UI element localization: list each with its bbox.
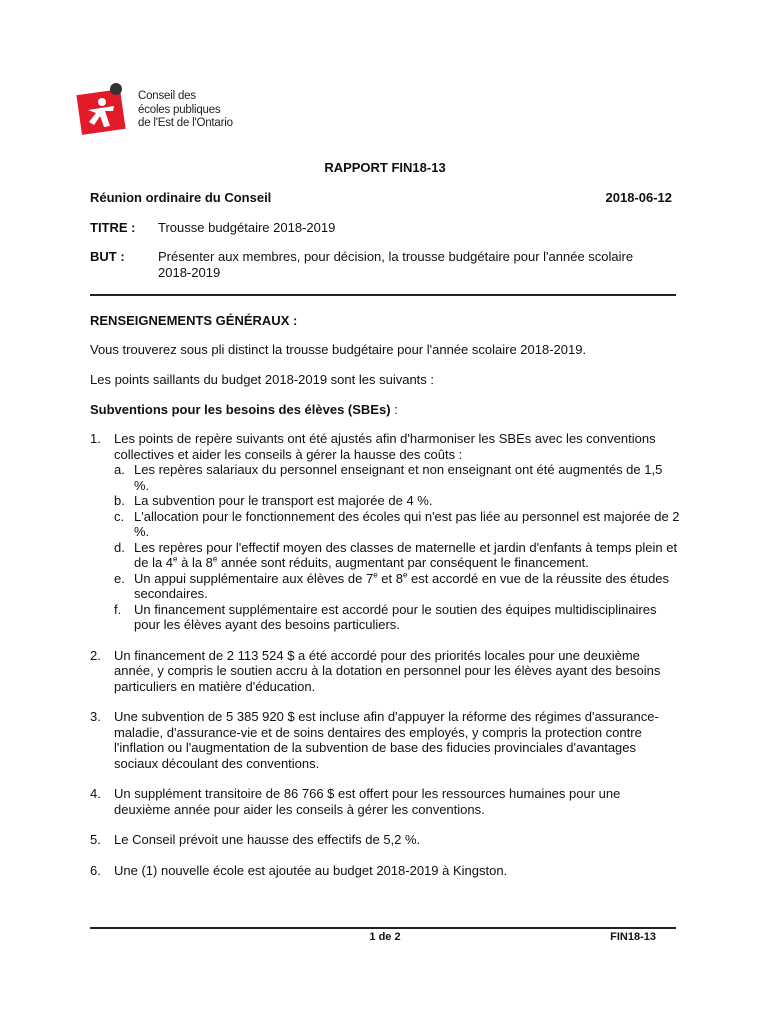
- sub-letter: a.: [114, 462, 125, 477]
- but-value-line-1: Présenter aux membres, pour décision, la trousse budgétaire pour l'année scolaire: [158, 249, 634, 264]
- report-title: RAPPORT FIN18-13: [324, 160, 446, 175]
- list-number: 5.: [90, 832, 101, 847]
- sub-item-c: [114, 509, 680, 540]
- list-number: 3.: [90, 709, 101, 724]
- sub-item-text: Un financement supplémentaire est accordé pour le soutien des équipes multidisciplinaires pour les élèves ayant des besoins particuliers.: [134, 601, 657, 632]
- sub-letter: d.: [114, 539, 125, 555]
- sub-item-d: [114, 540, 680, 571]
- intro-paragraph: Vous trouverez sous pli distinct la trousse budgétaire pour l'année scolaire 2018-2019.: [90, 342, 587, 357]
- text-part: à la 8: [177, 555, 213, 570]
- footer-divider: [90, 927, 676, 929]
- highlights-list: [90, 431, 680, 893]
- logo-text: [138, 90, 233, 131]
- list-number: 6.: [90, 862, 101, 878]
- sbe-heading: [90, 402, 398, 417]
- logo-line-1: Conseil des: [138, 90, 196, 102]
- text-part: est accordé en vue de la réussite des études secondaires.: [134, 570, 670, 601]
- list-item-5: [90, 832, 680, 848]
- list-item-text: Le Conseil prévoit une hausse des effectifs de 5,2 %.: [114, 832, 421, 847]
- page-number: 1 de 2: [369, 931, 401, 943]
- logo-mark-icon: [76, 80, 136, 136]
- list-item-6: [90, 863, 680, 879]
- text-part: Un appui supplémentaire aux élèves de 7: [134, 570, 374, 586]
- sub-item-text: [134, 540, 677, 571]
- list-item-text: Les points de repère suivants ont été ajustés afin d'harmoniser les SBEs avec les conventions collectives et aider les conseils à gérer la hausse des coûts :: [114, 431, 656, 462]
- sub-item-f: [114, 602, 680, 633]
- titre-label: TITRE :: [90, 220, 136, 235]
- text-part: et 8: [377, 570, 403, 586]
- sub-item-text: [134, 571, 669, 602]
- but-value-line-2: 2018-2019: [158, 265, 221, 280]
- sub-item-text: L'allocation pour le fonctionnement des écoles qui n'est pas liée au personnel est majorée de 2 %.: [134, 508, 680, 539]
- sub-letter: f.: [114, 601, 122, 617]
- logo-line-2: écoles publiques: [138, 103, 221, 116]
- document-code: FIN18-13: [610, 931, 656, 943]
- cepeo-logo: [76, 80, 233, 136]
- sub-item-e: [114, 571, 680, 602]
- list-item-text: Un supplément transitoire de 86 766 $ est offert pour les ressources humaines pour une deuxième année pour aider les conseils à gérer les conventions.: [114, 786, 621, 817]
- list-number: 1.: [90, 431, 101, 446]
- sbe-heading-colon: :: [390, 402, 398, 417]
- titre-value: Trousse budgétaire 2018-2019: [158, 220, 336, 235]
- sub-item-a: [114, 462, 680, 493]
- meeting-date: 2018-06-12: [605, 190, 672, 205]
- list-item-1: [90, 431, 680, 633]
- sub-letter: b.: [114, 493, 125, 508]
- section-heading: RENSEIGNEMENTS GÉNÉRAUX :: [90, 313, 298, 328]
- sub-item-text: La subvention pour le transport est majorée de 4 %.: [134, 493, 433, 508]
- sub-letter: c.: [114, 508, 125, 524]
- sbe-heading-bold: Subventions pour les besoins des élèves (SBEs): [90, 402, 391, 417]
- list-item-4: [90, 786, 680, 817]
- superscript: e: [212, 554, 218, 564]
- list-item-3: [90, 709, 680, 771]
- but-label: BUT :: [90, 249, 125, 264]
- meeting-label: Réunion ordinaire du Conseil: [90, 190, 272, 205]
- superscript: e: [402, 570, 408, 580]
- list-item-2: [90, 648, 680, 695]
- header-divider: [90, 294, 676, 296]
- superscript: e: [373, 570, 378, 580]
- list-number: 2.: [90, 647, 101, 663]
- sub-item-text: Les repères salariaux du personnel enseignant et non enseignant ont été augmentés de 1,5 %.: [134, 462, 663, 493]
- highlights-paragraph: Les points saillants du budget 2018-2019 sont les suivants :: [90, 372, 435, 387]
- but-value: [158, 249, 678, 281]
- list-item-text: Une (1) nouvelle école est ajoutée au budget 2018-2019 à Kingston.: [114, 862, 508, 878]
- text-part: Les repères pour l'effectif moyen des classes de maternelle et jardin d'enfants à temps plein et de la 4: [134, 539, 678, 570]
- list-number: 4.: [90, 786, 101, 801]
- sub-item-b: [114, 493, 680, 509]
- logo-line-3: de l'Est de l'Ontario: [138, 117, 233, 129]
- list-item-text: Un financement de 2 113 524 $ a été accordé pour des priorités locales pour une deuxième année, y compris le soutien accru à la dotation en personnel pour les élèves ayant des besoins particuliers en matière d'éducation.: [114, 647, 661, 694]
- list-item-text: Une subvention de 5 385 920 $ est incluse afin d'appuyer la réforme des régimes d'assurance-maladie, d'assurance-vie et de soins dentaires des employés, y compris la protection contre l'inflation ou l'augmentation de la subvention de base des fiducies provinciales d'avantages sociaux découlant des conventions.: [114, 709, 659, 771]
- superscript: e: [173, 554, 178, 564]
- text-part: année sont réduits, augmentant par conséquent le financement.: [217, 555, 589, 570]
- sub-letter: e.: [114, 570, 125, 586]
